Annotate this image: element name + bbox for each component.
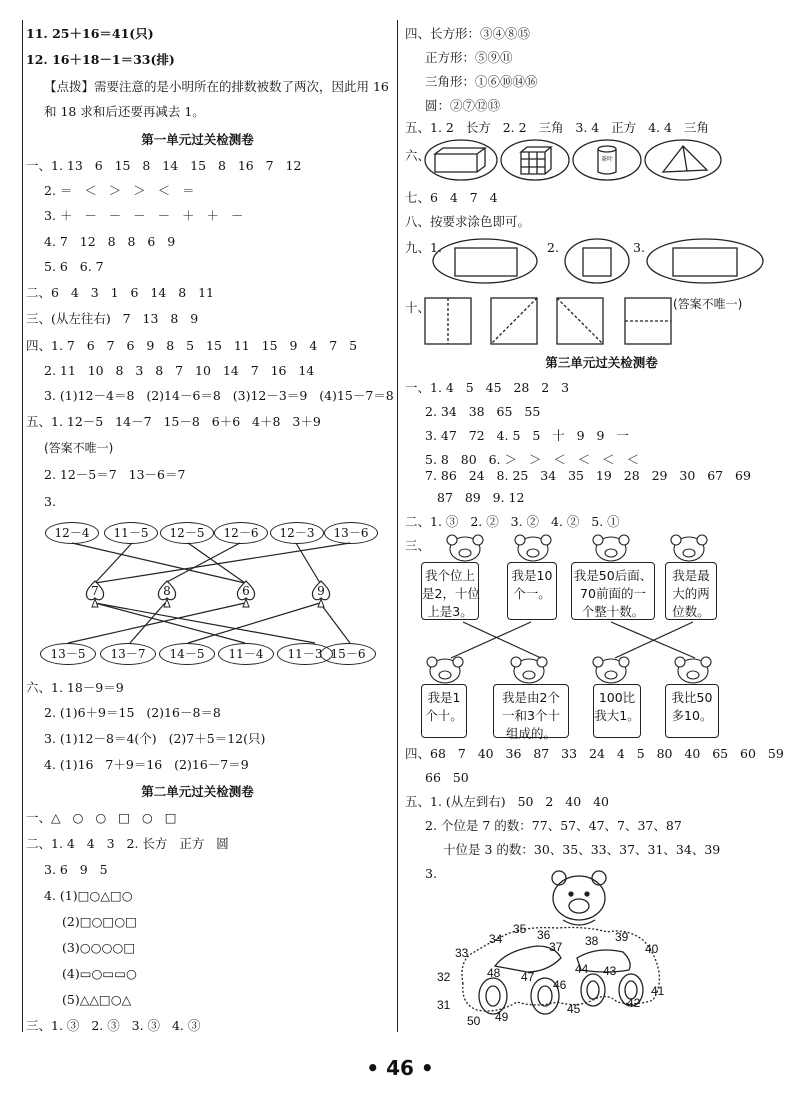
u2-q7: 七、6 4 7 4 [405, 190, 498, 205]
u3-q2: 二、1. ③ 2. ② 3. ② 4. ② 5. ① [405, 514, 620, 529]
u1-q1-2: 2. ＝ ＜ ＞ ＞ ＜ ＝ [44, 183, 195, 198]
spade-9 [310, 580, 332, 608]
u1-q4-2: 2. 11 10 8 3 8 7 10 14 7 16 14 [44, 363, 315, 378]
u2-q4-square: 正方形：⑤⑨⑪ [425, 50, 513, 65]
u2-q5: 五、1. 2 长方 2. 2 三角 3. 4 正方 4. 4 三角 [405, 120, 709, 135]
u3-q5-2: 2. 个位是 7 的数：77、57、47、7、37、87 [425, 818, 682, 833]
bottom-oval-6: 15－6 [320, 643, 376, 665]
spade-value: 7 [91, 584, 99, 598]
bottom-oval-5: 11－3 [277, 643, 333, 665]
u3-q1-3: 3. 47 72 4. 5 5 十 9 9 一 [425, 428, 629, 443]
pig-icon [447, 535, 483, 561]
tip-line-1: 【点拨】需要注意的是小明所在的排数被数了两次，因此用 16 [44, 79, 389, 94]
top-oval-2: 11－5 [104, 522, 158, 544]
page-number: • 46 • [366, 1056, 434, 1080]
dot-42: 42 [627, 996, 641, 1010]
u1-q3: 三、(从左往右) 7 13 8 9 [26, 311, 199, 326]
top-box-2: 我是10 个一。 [507, 562, 557, 620]
dot-46: 46 [553, 978, 567, 992]
u2-q9-2: 2. [547, 240, 559, 255]
spade-value: 8 [163, 584, 171, 598]
dot-39: 39 [615, 930, 629, 944]
u2-q9-1: 九、1. [405, 240, 442, 255]
u1-q1-5: 5. 6 6. 7 [44, 259, 104, 274]
u1-q4-3: 3. (1)12－4＝8 (2)14－6＝8 (3)12－3＝9 (4)15－7＝8 [44, 388, 394, 403]
dot-38: 38 [585, 934, 599, 948]
u2-q2-4-3: (3)○○○○□ [62, 940, 136, 955]
spade-value: 9 [317, 584, 325, 598]
u1-q6-4: 4. (1)16 7＋9＝16 (2)16－7＝9 [44, 757, 249, 772]
u1-q6-1: 六、1. 18－9＝9 [26, 680, 124, 695]
u2-q2-1: 二、1. 4 4 3 2. 长方 正方 圆 [26, 836, 229, 851]
u2-q1: 一、△ ○ ○ □ ○ □ [26, 810, 177, 825]
u2-q9-3: 3. [633, 240, 645, 255]
spade-6 [235, 580, 257, 608]
dot-36: 36 [537, 928, 551, 942]
u2-q2-4-4: (4)▭○▭▭○ [62, 966, 137, 981]
u1-q1-4: 4. 7 12 8 8 6 9 [44, 234, 176, 249]
bottom-box-3: 100比 我大1。 [593, 684, 641, 738]
u1-q6-3: 3. (1)12－8＝4(个) (2)7＋5＝12(只) [44, 731, 266, 746]
top-oval-3: 12－5 [160, 522, 214, 544]
u3-q4-a: 四、68 7 40 36 87 33 24 4 5 80 40 65 60 59 [405, 746, 784, 761]
pig-icon [427, 657, 463, 683]
u3-q1-7: 7. 86 24 8. 25 34 35 19 28 29 30 67 69 [425, 468, 751, 483]
top-box-4: 我是最 大的两 位数。 [665, 562, 717, 620]
u2-q4-rect: 四、长方形：③④⑧⑮ [405, 26, 531, 41]
top-oval-6: 13－6 [324, 522, 378, 544]
u1-q6-2: 2. (1)6＋9＝15 (2)16－8＝8 [44, 705, 221, 720]
bottom-oval-2: 13－7 [100, 643, 156, 665]
top-oval-4: 12－6 [214, 522, 268, 544]
pig-icon [515, 535, 551, 561]
column-divider [397, 20, 398, 1032]
u3-q1-5: 5. 8 80 6. ＞ ＞ ＜ ＜ ＜ ＜ [425, 452, 640, 467]
dot-31: 31 [437, 998, 451, 1012]
unit1-heading: 第一单元过关检测卷 [141, 132, 254, 147]
u3-q5-1: 五、1. (从左到右) 50 2 40 40 [405, 794, 610, 809]
spade-7 [84, 580, 106, 608]
u2-q8: 八、按要求涂色即可。 [405, 214, 531, 229]
u3-q3-label: 三、 [405, 538, 431, 553]
u1-q1-3: 3. ＋ － － － － ＋ ＋ － [44, 208, 244, 223]
dot-50: 50 [467, 1014, 481, 1028]
dot-44: 44 [575, 962, 589, 976]
bottom-box-4: 我比50 多10。 [665, 684, 719, 738]
spade-value: 6 [242, 584, 250, 598]
dot-40: 40 [645, 942, 659, 956]
can-label: 茶叶 [601, 156, 614, 163]
u2-q10-note: (答案不唯一) [673, 297, 743, 311]
u2-q2-4-5: (5)△△□○△ [62, 992, 132, 1007]
bottom-box-1: 我是1 个十。 [421, 684, 467, 738]
u3-q1-1: 一、1. 4 5 45 28 2 3 [405, 380, 570, 395]
u3-q5-2b: 十位是 3 的数：30、35、33、37、31、34、39 [443, 842, 721, 857]
u1-q5-note: (答案不唯一) [44, 441, 114, 455]
dot-35: 35 [513, 922, 527, 936]
u3-q1-7b: 87 89 9. 12 [437, 490, 525, 505]
bottom-box-2: 我是由2个 一和3个十 组成的。 [493, 684, 569, 738]
fold-shapes-row [433, 238, 773, 286]
u3-q5-3: 3. [425, 866, 437, 881]
u1-q5-2: 2. 12－5＝7 13－6＝7 [44, 467, 186, 482]
u1-q4-1: 四、1. 7 6 7 6 9 8 5 15 11 15 9 4 7 5 [26, 338, 358, 353]
pig-icon [593, 535, 629, 561]
spade-8 [156, 580, 178, 608]
top-oval-1: 12－4 [45, 522, 99, 544]
u2-q2-4: 4. (1)□○△□○ [44, 888, 133, 903]
u2-q4-triangle: 三角形：①⑥⑩⑭⑯ [425, 74, 538, 89]
u3-q1-2: 2. 34 38 65 55 [425, 404, 541, 419]
answer-11: 11. 25＋16＝41(只) [26, 26, 154, 41]
u1-q5-3: 3. [44, 494, 56, 509]
u1-q5-1: 五、1. 12－5 14－7 15－8 6＋6 4＋8 3＋9 [26, 414, 321, 429]
dot-37: 37 [549, 940, 563, 954]
bottom-oval-4: 11－4 [218, 643, 274, 665]
dot-33: 33 [455, 946, 469, 960]
bottom-oval-3: 14－5 [159, 643, 215, 665]
pig-icon [593, 657, 629, 683]
u2-q10-label: 十、 [405, 300, 431, 315]
solid-shapes-row [425, 140, 755, 184]
top-box-3: 我是50后面、 70前面的一 个整十数。 [571, 562, 655, 620]
dot-41: 41 [651, 984, 665, 998]
dot-49: 49 [495, 1010, 509, 1024]
u1-q1-1: 一、1. 13 6 15 8 14 15 8 16 7 12 [26, 158, 302, 173]
top-oval-5: 12－3 [270, 522, 324, 544]
cut-squares-row [423, 296, 683, 346]
dot-32: 32 [437, 970, 451, 984]
u3-q4-b: 66 50 [425, 770, 469, 785]
answer-12: 12. 16＋18－1＝33(排) [26, 52, 175, 67]
top-box-1: 我个位上 是2，十位 上是3。 [421, 562, 479, 620]
u2-q2-4-2: (2)□○□○□ [62, 914, 137, 929]
unit3-heading: 第三单元过关检测卷 [545, 355, 658, 370]
dot-43: 43 [603, 964, 617, 978]
tip-line-2: 和 18 求和后还要再减去 1。 [44, 104, 205, 119]
u2-q6-label: 六、 [405, 148, 431, 163]
u2-q3: 三、1. ③ 2. ③ 3. ③ 4. ③ [26, 1018, 201, 1033]
pig-icon [675, 657, 711, 683]
dot-47: 47 [521, 970, 535, 984]
pig-icon [511, 657, 547, 683]
dot-45: 45 [567, 1002, 581, 1016]
u2-q4-circle: 圆：②⑦⑫⑬ [425, 98, 501, 113]
dot-34: 34 [489, 932, 503, 946]
u2-q2-3: 3. 6 9 5 [44, 862, 108, 877]
bottom-oval-1: 13－5 [40, 643, 96, 665]
pig-icon [671, 535, 707, 561]
dot-48: 48 [487, 966, 501, 980]
u1-q2: 二、6 4 3 1 6 14 8 11 [26, 285, 214, 300]
unit2-heading: 第二单元过关检测卷 [141, 784, 254, 799]
